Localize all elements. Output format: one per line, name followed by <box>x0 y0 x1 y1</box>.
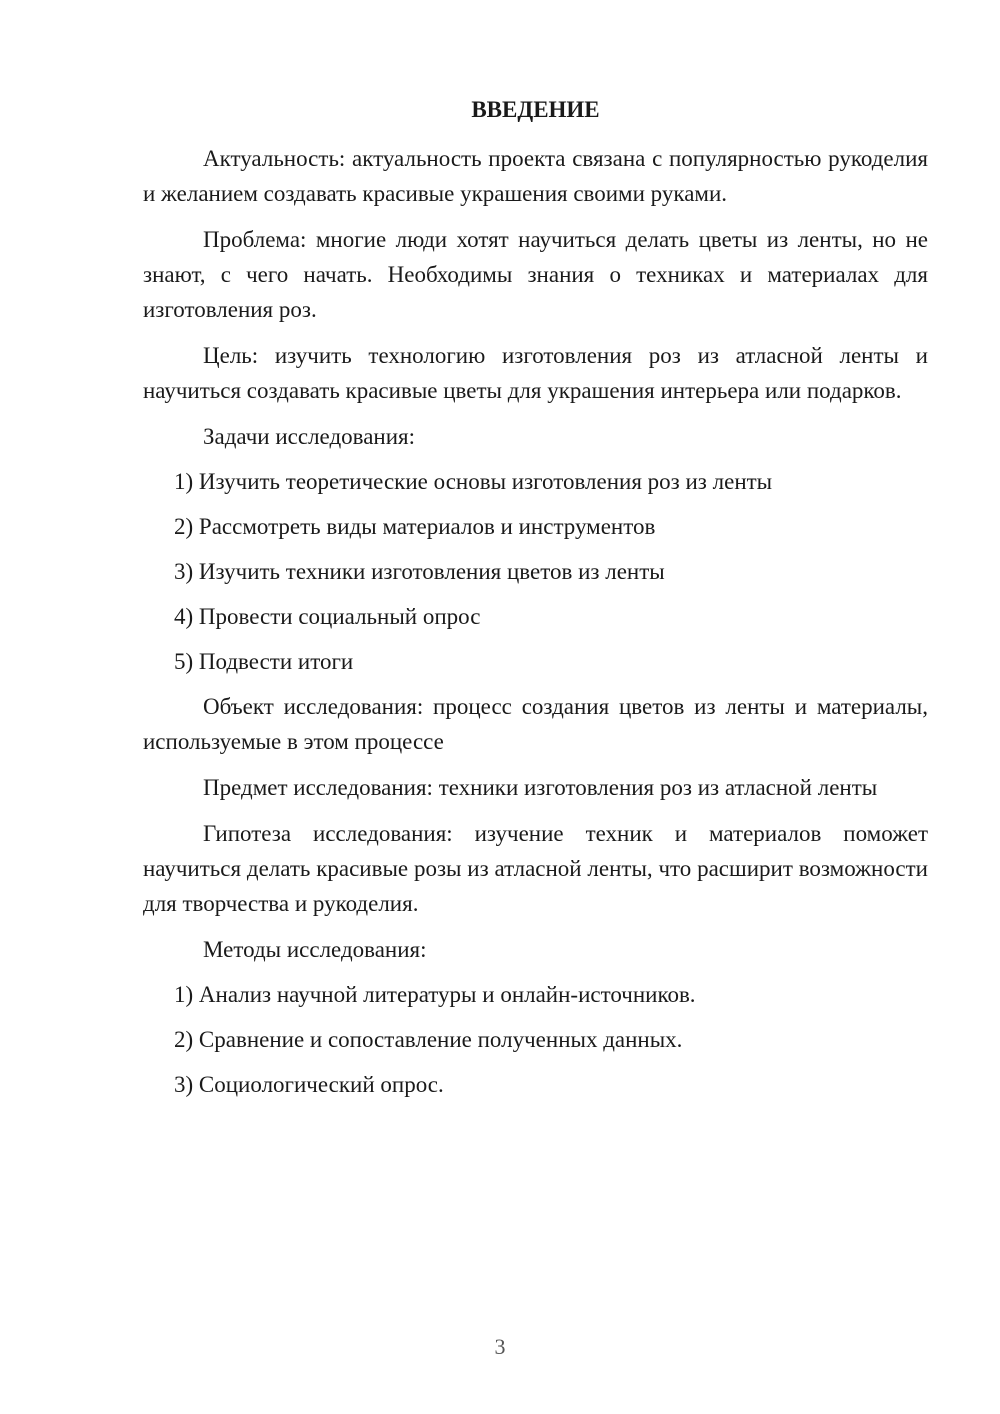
list-item: 2) Рассмотреть виды материалов и инструментов <box>174 514 656 539</box>
list-item: 2) Сравнение и сопоставление полученных данных. <box>174 1027 683 1052</box>
list-item: 5) Подвести итоги <box>174 649 354 674</box>
tasks-heading: Задачи исследования: <box>203 424 416 449</box>
list-item: 1) Анализ научной литературы и онлайн-источников. <box>174 982 696 1007</box>
list-item: 4) Провести социальный опрос <box>174 604 481 629</box>
tasks-list <box>143 464 928 679</box>
section-title: ВВЕДЕНИЕ <box>471 97 600 122</box>
relevance-paragraph: Актуальность: актуальность проекта связана с популярностью рукоделия и желанием создавать красивые украшения своими руками. <box>143 146 928 206</box>
list-item: 3) Социологический опрос. <box>174 1072 444 1097</box>
page-number: 3 <box>494 1334 506 1359</box>
object-paragraph: Объект исследования: процесс создания цветов из ленты и материалы, используемые в этом процессе <box>143 694 928 754</box>
hypothesis-paragraph: Гипотеза исследования: изучение техник и материалов поможет научиться делать красивые розы из атласной ленты, что расширит возможности для творчества и рукоделия. <box>143 821 928 916</box>
methods-list <box>143 977 928 1102</box>
problem-paragraph: Проблема: многие люди хотят научиться делать цветы из ленты, но не знают, с чего начать. Необходимы знания о техниках и материалах для изготовления роз. <box>143 227 928 322</box>
subject-paragraph: Предмет исследования: техники изготовления роз из атласной ленты <box>203 775 878 800</box>
goal-paragraph: Цель: изучить технологию изготовления роз из атласной ленты и научиться создавать красивые цветы для украшения интерьера или подарков. <box>143 343 928 403</box>
document-body <box>143 92 928 1112</box>
methods-heading: Методы исследования: <box>203 937 427 962</box>
list-item: 3) Изучить техники изготовления цветов из ленты <box>174 559 665 584</box>
list-item: 1) Изучить теоретические основы изготовления роз из ленты <box>174 469 773 494</box>
